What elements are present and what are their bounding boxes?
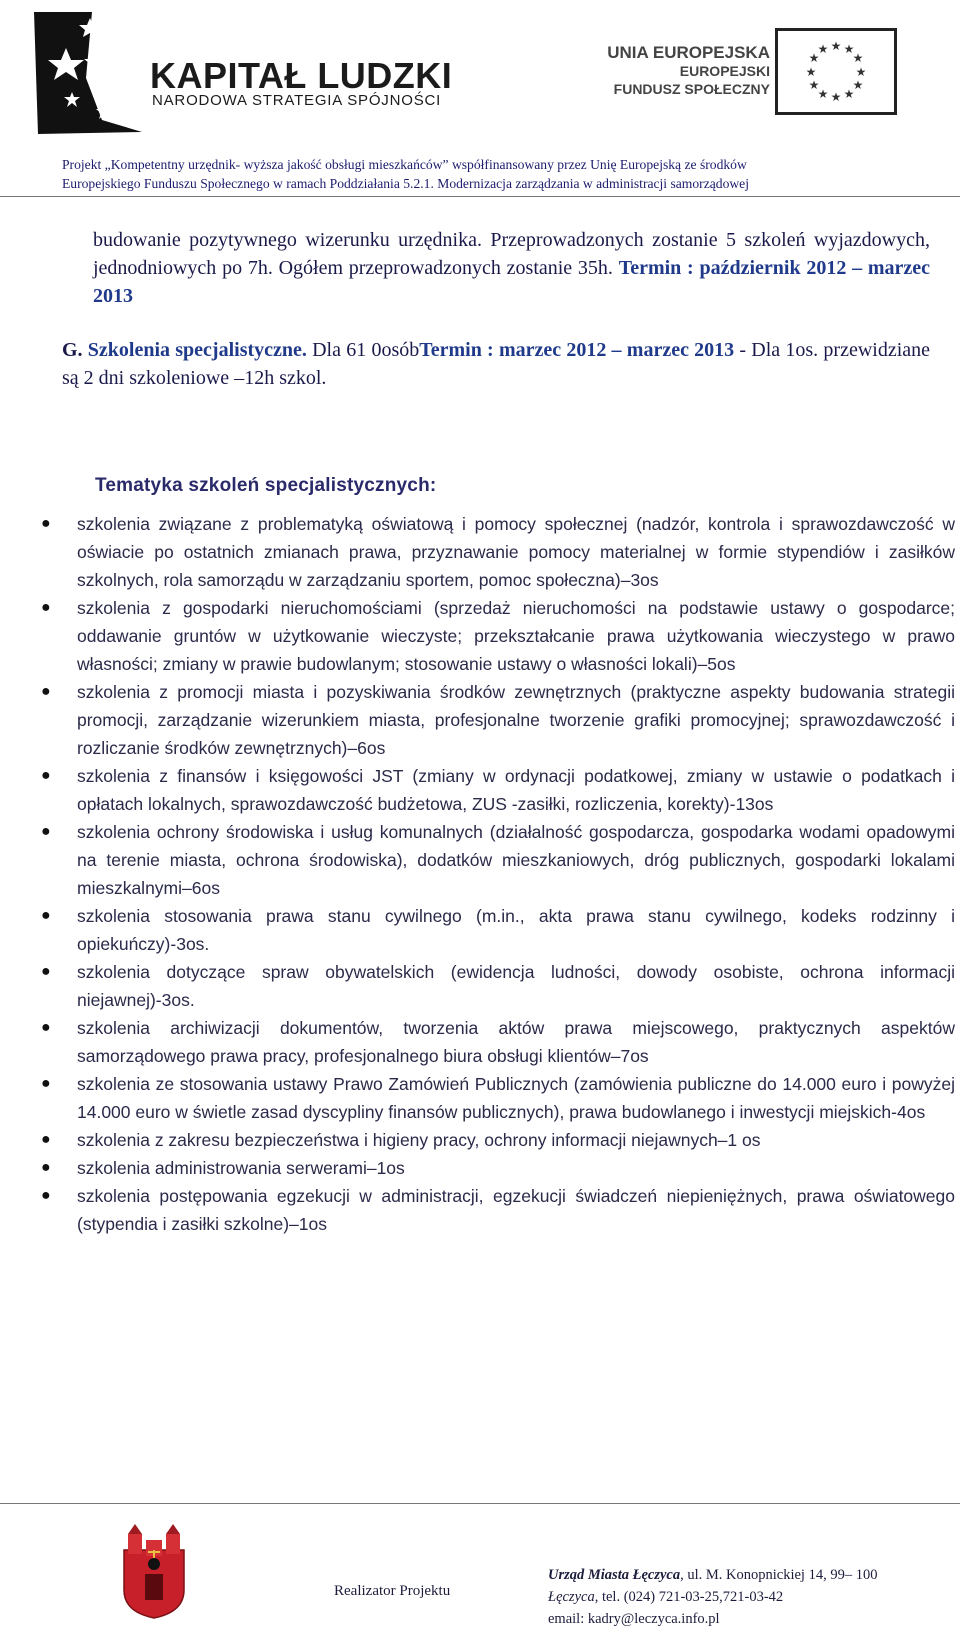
list-item (41, 1070, 955, 1126)
project-line-2: Europejskiego Funduszu Społecznego w ramach Poddziałania 5.2.1. Modernizacja zarządzania w administracji samorządowej (62, 176, 749, 191)
list-item-text: szkolenia z gospodarki nieruchomościami (sprzedaż nieruchomości na podstawie ustawy o gospodarce; oddawanie gruntów w użytkowanie wieczyste; przekształcanie prawa użytkowania wieczystego w prawo własności; zmiany w prawie budowlanym; stosowanie ustawy o własności lokali)–5os (77, 598, 955, 674)
svg-text:★: ★ (843, 87, 855, 101)
footer-city: Łęczyca (548, 1589, 595, 1605)
bullet-icon: ● (41, 599, 51, 616)
list-item (41, 510, 955, 594)
header-divider (0, 196, 960, 197)
svg-text:★: ★ (817, 87, 829, 101)
bullet-icon: ● (41, 823, 51, 840)
bullet-icon: ● (41, 963, 51, 980)
list-item (41, 594, 955, 678)
list-item-text: szkolenia archiwizacji dokumentów, tworzenia aktów prawa miejscowego, praktycznych aspektów samorządowego prawa pracy, profesjonalnego biura obsługi klientów–7os (77, 1018, 955, 1066)
list-item-text: szkolenia ochrony środowiska i usług komunalnych (działalność gospodarcza, gospodarka wodami opadowymi na terenie miasta, ochrona środowiska), dodatków mieszkaniowych, dróg publicznych, gospodarki lokalami mieszkalnymi–6os (77, 822, 955, 898)
footer-email: email: kadry@leczyca.info.pl (548, 1611, 720, 1627)
intro-paragraph (93, 226, 930, 310)
list-item (41, 1014, 955, 1070)
project-line-1: Projekt „Kompetentny urzędnik- wyższa jakość obsługi mieszkańców” współfinansowany przez Unię Europejską ze środków (62, 157, 747, 172)
list-item (41, 678, 955, 762)
list-item-text: szkolenia z finansów i księgowości JST (zmiany w ordynacji podatkowej, zmiany w ustawie o podatkach i opłatach lokalnych, sprawozdawczość budżetowa, ZUS -zasiłki, rozliczenia, korekty)-13os (77, 766, 955, 814)
section-g (62, 336, 930, 392)
ue-title: UNIA EUROPEJSKA (607, 43, 770, 62)
footer-org: Urząd Miasta Łęczyca (548, 1567, 681, 1583)
section-g-text2: - Dla 1os. przewidziane są 2 dni szkoleniowe –12h szkol. (62, 339, 931, 389)
ue-subtitle-2: FUNDUSZ SPOŁECZNY (613, 81, 770, 97)
svg-text:★: ★ (830, 90, 842, 104)
list-item-text: szkolenia dotyczące spraw obywatelskich (ewidencja ludności, dowody osobiste, ochrona informacji niejawnej)-3os. (77, 962, 955, 1010)
list-item-text: szkolenia związane z problematyką oświatową i pomocy społecznej (nadzór, kontrola i sprawozdawczość w oświacie po ostatnich zmianach prawa, przyznawanie pomocy materialnej w formie stypendiów i zasiłków szkolnych, rola samorządu w zarządzaniu sportem, pomoc społeczna)–3os (77, 514, 955, 590)
svg-text:★: ★ (817, 42, 829, 56)
bullet-icon: ● (41, 907, 51, 924)
svg-text:★: ★ (855, 65, 867, 79)
bullet-icon: ● (41, 515, 51, 532)
section-g-text1: Dla 61 0osób (306, 339, 420, 361)
svg-text:★: ★ (843, 42, 855, 56)
list-item-text: szkolenia z promocji miasta i pozyskiwania środków zewnętrznych (praktyczne aspekty budowania strategii promocji, zarządzanie wizerunkiem miasta, profesjonalne tworzenie grafiki promocyjnej; sprawozdawczość i rozliczanie środków zewnętrznych)–6os (77, 682, 955, 758)
bullet-icon: ● (41, 1159, 51, 1176)
leczyca-crest-icon (118, 1520, 190, 1620)
kapital-ludzki-logo (28, 8, 148, 138)
section-g-label: G. (62, 339, 88, 361)
kapital-ludzki-title: KAPITAŁ LUDZKI (150, 55, 453, 96)
list-item (41, 762, 955, 818)
section-g-term: Termin : marzec 2012 – marzec 2013 (419, 339, 735, 361)
footer-phone: , tel. (024) 721-03-25,721-03-42 (594, 1589, 784, 1605)
footer-line-1 (548, 1564, 877, 1586)
footer-street: , ul. M. Konopnickiej 14, 99– 100 (680, 1567, 878, 1583)
bullet-icon: ● (41, 1019, 51, 1036)
list-item (41, 818, 955, 902)
list-item (41, 1126, 955, 1154)
footer-divider (0, 1503, 960, 1504)
list-item-text: szkolenia ze stosowania ustawy Prawo Zamówień Publicznych (zamówienia publiczne do 14.000 euro i powyżej 14.000 euro w świetle zasad dyscypliny finansów publicznych), prawa budowlanego i inwestycji miejskich-4os (77, 1074, 955, 1122)
list-item-text: szkolenia z zakresu bezpieczeństwa i higieny pracy, ochrony informacji niejawnych–1 os (77, 1130, 761, 1150)
svg-text:★: ★ (852, 78, 864, 92)
svg-text:★: ★ (808, 78, 820, 92)
svg-text:★: ★ (830, 39, 842, 53)
section-g-title: Szkolenia specjalistyczne. (87, 339, 307, 361)
bullet-icon: ● (41, 683, 51, 700)
list-item (41, 1154, 955, 1182)
list-item (41, 902, 955, 958)
intro-term: Termin : październik 2012 – marzec 2013 (93, 257, 931, 307)
bullet-icon: ● (41, 1131, 51, 1148)
topics-list (41, 510, 955, 1238)
realizator-label: Realizator Projektu (334, 1583, 451, 1599)
svg-text:★: ★ (805, 65, 817, 79)
bullet-icon: ● (41, 1075, 51, 1092)
svg-text:★: ★ (808, 51, 820, 65)
footer-address (548, 1564, 877, 1630)
list-item-text: szkolenia postępowania egzekucji w administracji, egzekucji świadczeń niepieniężnych, prawa oświatowego (stypendia i zasiłki szkolne)–1os (77, 1186, 955, 1234)
ue-subtitle-1: EUROPEJSKI (679, 63, 770, 79)
footer-line-2 (548, 1586, 877, 1608)
intro-text: budowanie pozytywnego wizerunku urzędnika. Przeprowadzonych zostanie 5 szkoleń wyjazdowych, jednodniowych po 7h. Ogółem przeprowadzonych zostanie 35h. (93, 229, 930, 279)
list-item (41, 1182, 955, 1238)
list-item (41, 958, 955, 1014)
svg-text:★: ★ (852, 51, 864, 65)
kapital-ludzki-subtitle: NARODOWA STRATEGIA SPÓJNOŚCI (152, 92, 442, 109)
eu-flag-icon (775, 28, 897, 115)
bullet-icon: ● (41, 1187, 51, 1204)
list-item-text: szkolenia administrowania serwerami–1os (77, 1158, 405, 1178)
bullet-icon: ● (41, 767, 51, 784)
topics-heading: Tematyka szkoleń specjalistycznych: (95, 475, 437, 496)
list-item-text: szkolenia stosowania prawa stanu cywilnego (m.in., akta prawa stanu cywilnego, kodeks rodzinny i opiekuńczy)-3os. (77, 906, 955, 954)
